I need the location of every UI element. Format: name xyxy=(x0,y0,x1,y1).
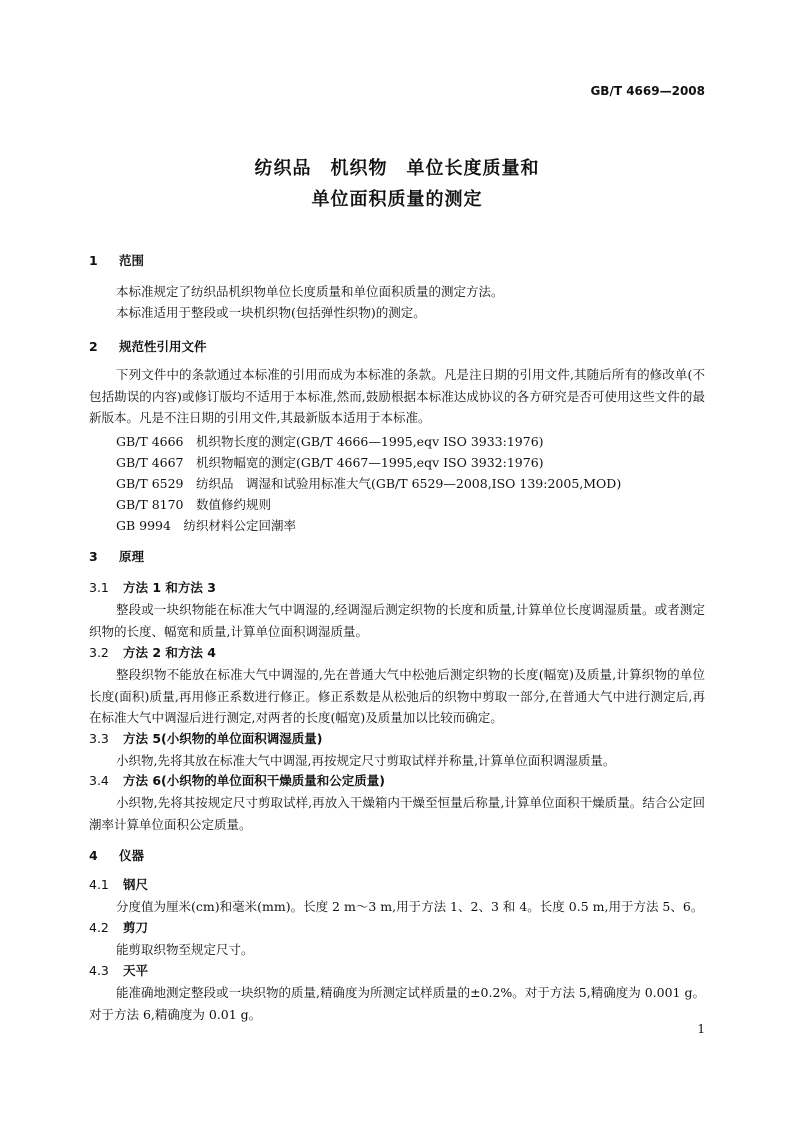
section-number: 1 xyxy=(89,253,98,268)
subsection-title: 方法 2 和方法 4 xyxy=(123,645,216,660)
section-4-heading xyxy=(89,846,144,864)
paragraph: 小织物,先将其按规定尺寸剪取试样,再放入干燥箱内干燥至恒量后称量,计算单位面积干燥质量。结合公定回潮率计算单位面积公定质量。 xyxy=(89,795,705,832)
section-title: 范围 xyxy=(119,253,145,268)
subsection-3-3-heading xyxy=(89,729,322,747)
paragraph: 整段织物不能放在标准大气中调湿的,先在普通大气中松弛后测定织物的长度(幅宽)及质量,计算织物的单位长度(面积)质量,再用修正系数进行修正。修正系数是从松弛后的织物中剪取一部分,在普通大气中进行测定后,再在标准大气中调湿后进行测定,对两者的长度(幅宽)及质量加以比较而确定。 xyxy=(89,667,705,725)
reference-item: GB/T 4666 机织物长度的测定(GB/T 4666—1995,eqv ISO 3933:1976) xyxy=(116,434,544,449)
reference-item: GB/T 4667 机织物幅宽的测定(GB/T 4667—1995,eqv ISO 3932:1976) xyxy=(116,455,544,470)
paragraph: 小织物,先将其放在标准大气中调湿,再按规定尺寸剪取试样并称量,计算单位面积调湿质量。 xyxy=(116,753,616,768)
paragraph: 分度值为厘米(cm)和毫米(mm)。长度 2 m～3 m,用于方法 1、2、3 和 4。长度 0.5 m,用于方法 5、6。 xyxy=(116,899,704,914)
section-number: 4 xyxy=(89,848,98,863)
page-number: 1 xyxy=(697,1022,705,1036)
section-number: 2 xyxy=(89,339,98,354)
section-1-heading xyxy=(89,251,144,269)
paragraph: 本标准规定了纺织品机织物单位长度质量和单位面积质量的测定方法。 xyxy=(116,284,504,299)
paragraph: 下列文件中的条款通过本标准的引用而成为本标准的条款。凡是注日期的引用文件,其随后所有的修改单(不包括勘误的内容)或修订版均不适用于本标准,然而,鼓励根据本标准达成协议的各方研究是否可使用这些文件的最新版本。凡是不注日期的引用文件,其最新版本适用于本标准。 xyxy=(89,367,705,425)
section-number: 3 xyxy=(89,549,98,564)
subsection-number: 4.2 xyxy=(89,920,109,935)
subsection-title: 方法 1 和方法 3 xyxy=(123,580,216,595)
subsection-4-3-heading xyxy=(89,961,148,979)
paragraph: 能准确地测定整段或一块织物的质量,精确度为所测定试样质量的±0.2%。对于方法 5,精确度为 0.001 g。对于方法 6,精确度为 0.01 g。 xyxy=(89,985,705,1022)
subsection-title: 方法 6(小织物的单位面积干燥质量和公定质量) xyxy=(123,773,385,788)
subsection-title: 钢尺 xyxy=(123,877,149,892)
paragraph: 本标准适用于整段或一块机织物(包括弹性织物)的测定。 xyxy=(116,305,426,320)
section-title: 规范性引用文件 xyxy=(119,339,207,354)
paragraph: 能剪取织物至规定尺寸。 xyxy=(116,942,254,957)
section-2-heading xyxy=(89,337,207,355)
subsection-number: 3.2 xyxy=(89,645,109,660)
page-title-line1: 纺织品 机织物 单位长度质量和 xyxy=(254,158,540,179)
section-3-heading xyxy=(89,547,144,565)
subsection-4-1-heading xyxy=(89,875,148,893)
subsection-3-2-heading xyxy=(89,643,216,661)
subsection-number: 3.4 xyxy=(89,773,109,788)
reference-item: GB/T 8170 数值修约规则 xyxy=(116,497,272,512)
subsection-number: 4.3 xyxy=(89,963,109,978)
subsection-title: 方法 5(小织物的单位面积调湿质量) xyxy=(123,731,323,746)
subsection-number: 4.1 xyxy=(89,877,109,892)
section-title: 原理 xyxy=(119,549,145,564)
subsection-3-4-heading xyxy=(89,771,385,789)
section-title: 仪器 xyxy=(119,848,145,863)
subsection-3-1-heading xyxy=(89,578,216,596)
paragraph: 整段或一块织物能在标准大气中调湿的,经调湿后测定织物的长度和质量,计算单位长度调湿质量。或者测定织物的长度、幅宽和质量,计算单位面积调湿质量。 xyxy=(89,602,705,639)
page-title-line2: 单位面积质量的测定 xyxy=(311,189,483,210)
subsection-number: 3.3 xyxy=(89,731,109,746)
reference-item: GB/T 6529 纺织品 调湿和试验用标准大气(GB/T 6529—2008,ISO 139:2005,MOD) xyxy=(116,476,622,491)
subsection-title: 剪刀 xyxy=(123,920,149,935)
standard-code: GB/T 4669—2008 xyxy=(590,84,705,98)
reference-item: GB 9994 纺织材料公定回潮率 xyxy=(116,518,296,533)
subsection-number: 3.1 xyxy=(89,580,109,595)
subsection-title: 天平 xyxy=(123,963,149,978)
subsection-4-2-heading xyxy=(89,918,148,936)
